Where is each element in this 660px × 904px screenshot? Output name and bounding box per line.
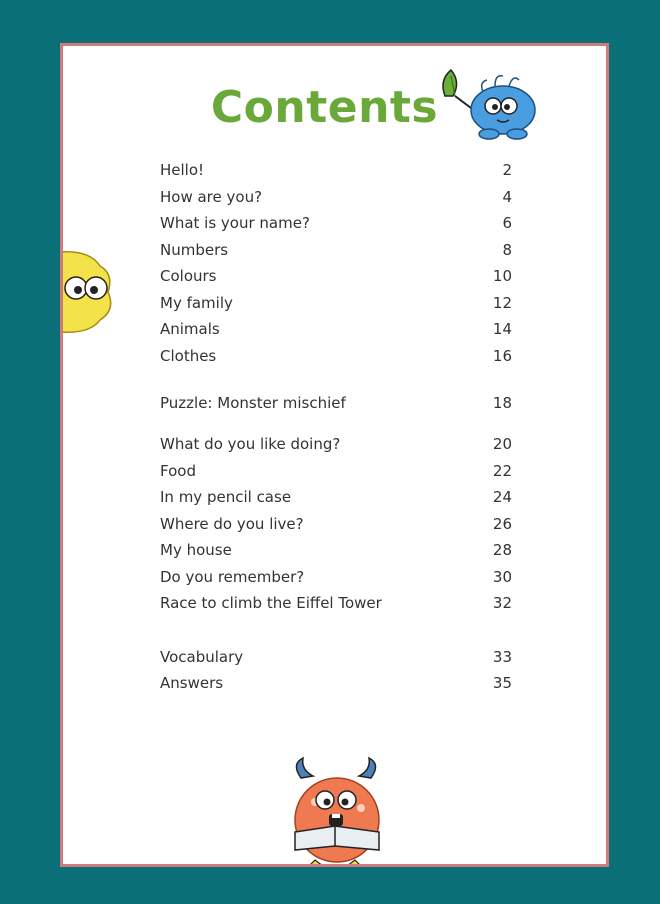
toc-label: What is your name? bbox=[160, 214, 310, 232]
toc-label: My house bbox=[160, 541, 232, 559]
toc-row bbox=[160, 161, 512, 183]
toc-row bbox=[160, 674, 512, 696]
toc-label: Race to climb the Eiffel Tower bbox=[160, 594, 382, 612]
toc-label: Numbers bbox=[160, 241, 229, 259]
toc-page-number: 22 bbox=[492, 462, 512, 480]
toc-page-number: 6 bbox=[502, 214, 512, 232]
toc-page-number: 32 bbox=[492, 594, 512, 612]
toc-row bbox=[160, 294, 512, 316]
toc-page-number: 10 bbox=[492, 267, 512, 285]
toc-page-number: 24 bbox=[492, 488, 512, 506]
toc-label: Animals bbox=[160, 320, 220, 338]
toc-label: Do you remember? bbox=[160, 568, 305, 586]
toc-label: Puzzle: Monster mischief bbox=[160, 394, 346, 412]
toc-page-number: 28 bbox=[492, 541, 512, 559]
toc-row bbox=[160, 241, 512, 263]
toc-row bbox=[160, 462, 512, 484]
toc-page-number: 33 bbox=[492, 648, 512, 666]
toc-row bbox=[160, 435, 512, 457]
toc-label: Food bbox=[160, 462, 196, 480]
toc-row bbox=[160, 214, 512, 236]
toc-page-number: 8 bbox=[502, 241, 512, 259]
toc-row bbox=[160, 347, 512, 369]
toc-label: In my pencil case bbox=[160, 488, 292, 506]
contents-page bbox=[60, 43, 609, 867]
toc-label: Vocabulary bbox=[160, 648, 244, 666]
toc-row bbox=[160, 188, 512, 210]
toc-page-number: 30 bbox=[492, 568, 512, 586]
yellow-monster-icon bbox=[60, 244, 116, 340]
toc-row bbox=[160, 541, 512, 563]
orange-monster-reading-icon bbox=[275, 756, 399, 867]
toc-row bbox=[160, 515, 512, 537]
blue-monster-icon bbox=[435, 62, 545, 142]
toc-row bbox=[160, 488, 512, 510]
toc-page-number: 4 bbox=[502, 188, 512, 206]
toc-label: How are you? bbox=[160, 188, 263, 206]
toc-page-number: 35 bbox=[492, 674, 512, 692]
toc-page-number: 16 bbox=[492, 347, 512, 365]
toc-page-number: 2 bbox=[502, 161, 512, 179]
toc-label: Answers bbox=[160, 674, 224, 692]
toc-label: Clothes bbox=[160, 347, 217, 365]
toc-page-number: 26 bbox=[492, 515, 512, 533]
toc-page-number: 14 bbox=[492, 320, 512, 338]
toc-row bbox=[160, 394, 512, 416]
toc-page-number: 18 bbox=[492, 394, 512, 412]
toc-label: Hello! bbox=[160, 161, 205, 179]
toc-page-number: 12 bbox=[492, 294, 512, 312]
toc-label: What do you like doing? bbox=[160, 435, 341, 453]
toc-row bbox=[160, 594, 512, 616]
toc-label: Colours bbox=[160, 267, 217, 285]
toc-label: Where do you live? bbox=[160, 515, 304, 533]
toc-page-number: 20 bbox=[492, 435, 512, 453]
toc-label: My family bbox=[160, 294, 233, 312]
page-title: Contents bbox=[210, 82, 439, 133]
toc-row bbox=[160, 568, 512, 590]
toc-row bbox=[160, 320, 512, 342]
toc-row bbox=[160, 648, 512, 670]
toc-row bbox=[160, 267, 512, 289]
